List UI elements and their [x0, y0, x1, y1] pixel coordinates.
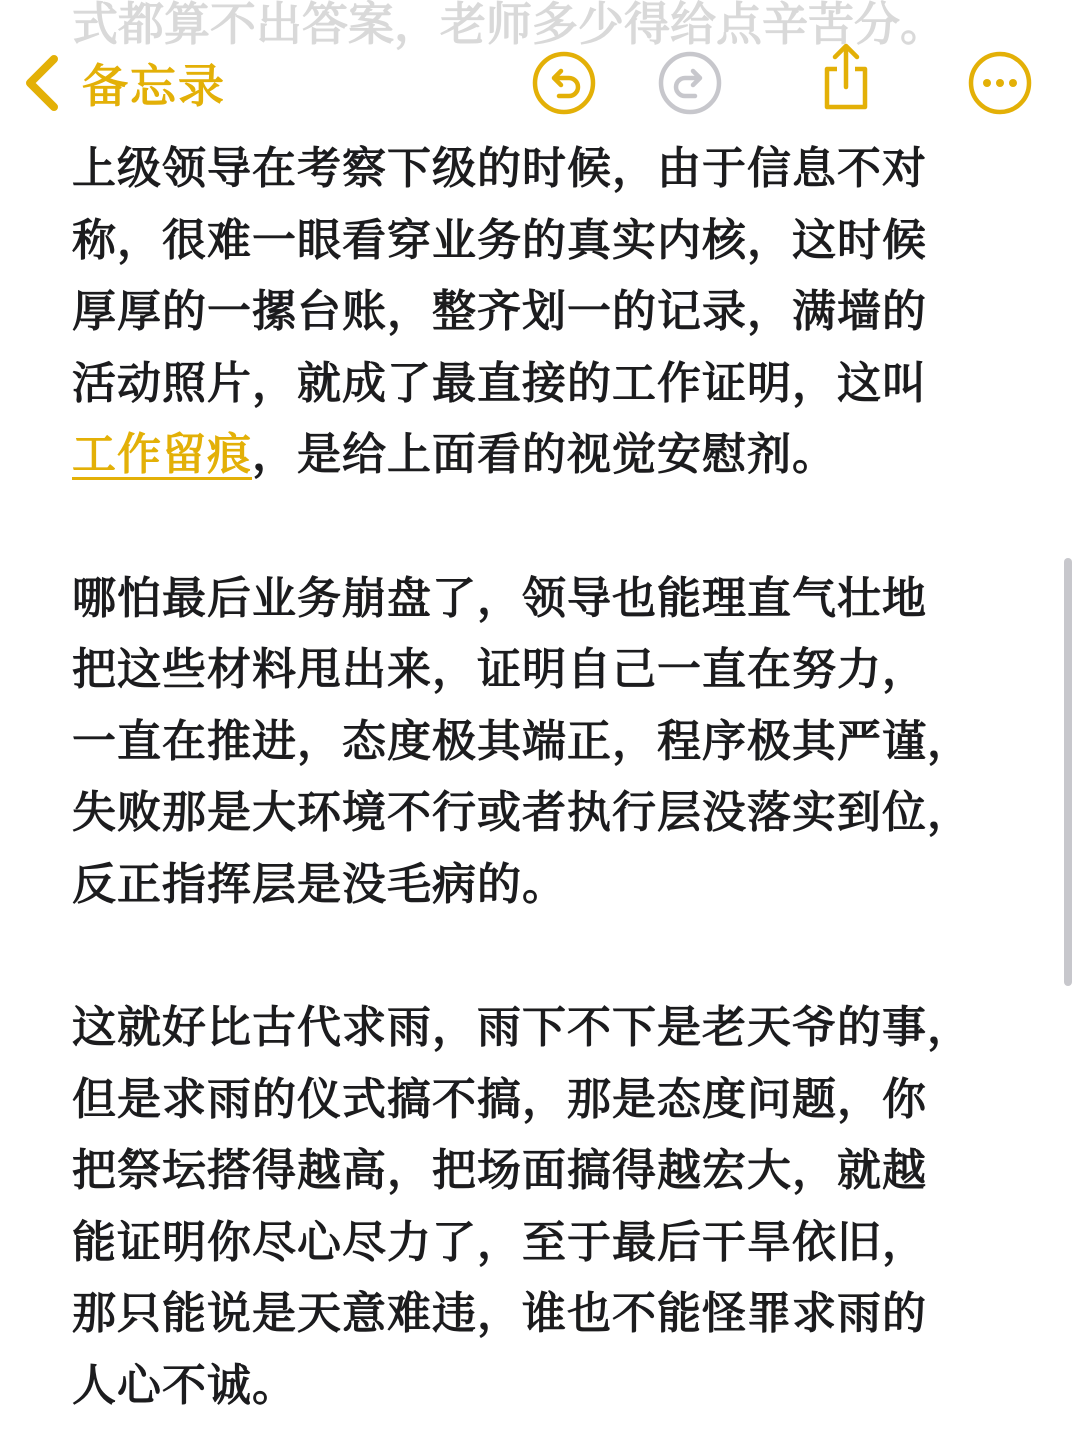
text-line: 厚厚的一摞台账，整齐划一的记录，满墙的	[72, 286, 927, 337]
text-segment: ，是给上面看的视觉安慰剂。	[252, 429, 837, 480]
share-button[interactable]	[813, 44, 879, 110]
work-trace-link[interactable]: 工作留痕	[72, 429, 252, 480]
chevron-left-icon	[22, 53, 62, 113]
back-button[interactable]	[22, 48, 226, 118]
more-icon	[967, 50, 1033, 116]
scrolled-text-line: 式都算不出答案，老师多少得给点辛苦分。	[72, 0, 946, 51]
text-line: 哪怕最后业务崩盘了，领导也能理直气壮地	[72, 572, 927, 624]
note-paragraph	[72, 133, 1032, 491]
note-body[interactable]	[72, 133, 1032, 1440]
text-line: 但是求雨的仪式搞不搞，那是态度问题，你	[72, 1073, 927, 1125]
text-line: 人心不诚。	[72, 1359, 297, 1411]
notes-toolbar	[0, 0, 1080, 130]
undo-button[interactable]	[531, 50, 597, 116]
text-line: 一直在推进，态度极其端正，程序极其严谨，	[72, 715, 972, 767]
text-line: 那只能说是天意难违，谁也不能怪罪求雨的	[72, 1288, 927, 1339]
text-line: 把这些材料甩出来，证明自己一直在努力，	[72, 644, 927, 695]
text-line: 反正指挥层是没毛病的。	[72, 858, 567, 910]
text-line: 失败那是大环境不行或者执行层没落实到位，	[72, 787, 972, 838]
text-line: 活动照片，就成了最直接的工作证明，这叫	[72, 357, 927, 409]
text-line: 称，很难一眼看穿业务的真实内核，这时候	[72, 214, 927, 266]
back-label: 备忘录	[82, 59, 226, 113]
text-line: 能证明你尽心尽力了，至于最后干旱依旧，	[72, 1216, 927, 1268]
text-line: 上级领导在考察下级的时候，由于信息不对	[72, 143, 927, 194]
redo-icon	[657, 50, 723, 116]
share-icon	[813, 41, 879, 113]
vertical-scrollbar[interactable]	[1064, 558, 1072, 986]
text-line: 这就好比古代求雨，雨下不下是老天爷的事，	[72, 1002, 972, 1053]
text-line: 把祭坛搭得越高，把场面搞得越宏大，就越	[72, 1145, 927, 1196]
text-line	[72, 419, 1032, 491]
more-button[interactable]	[967, 50, 1033, 116]
note-paragraph	[72, 992, 1032, 1421]
redo-button[interactable]	[657, 50, 723, 116]
note-paragraph	[72, 563, 1032, 921]
undo-icon	[531, 50, 597, 116]
